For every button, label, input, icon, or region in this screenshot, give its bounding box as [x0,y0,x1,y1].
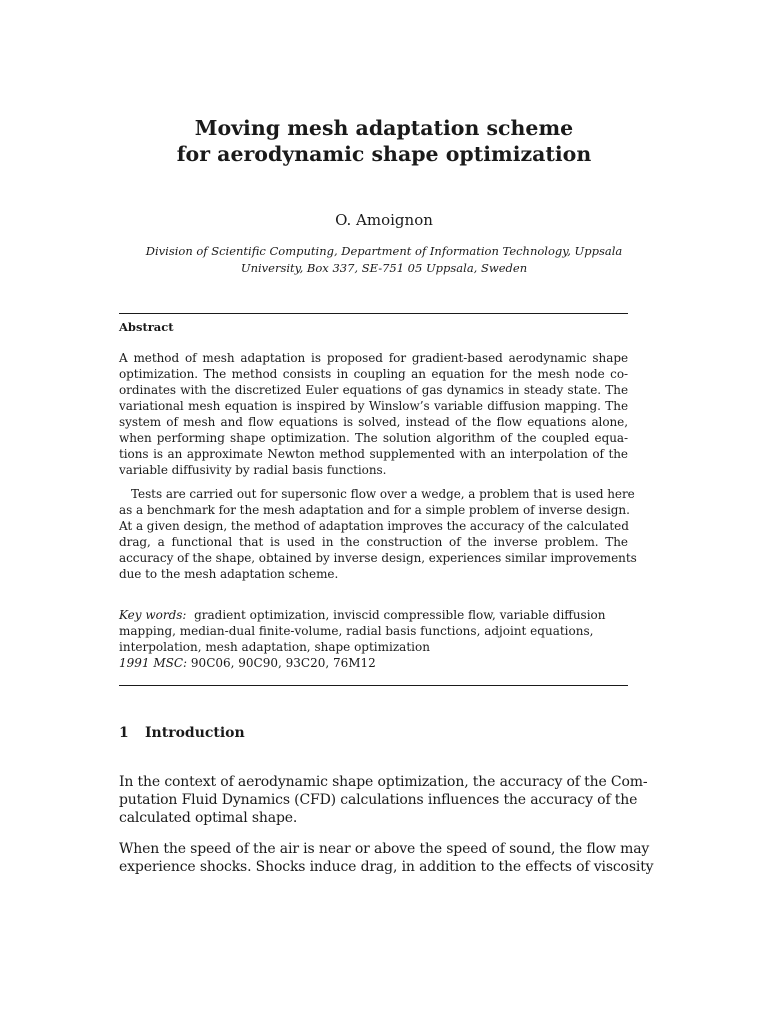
abstract-p1-line: when performing shape optimization. The solution algorithm of the coupled equa- [119,431,628,445]
keywords-line-2: mapping, median-dual finite-volume, radial basis functions, adjoint equations, [119,624,594,638]
paper-title-line-1: Moving mesh adaptation scheme [194,116,574,140]
section-number: 1 [119,725,129,741]
section-title: Introduction [145,725,245,741]
msc-label: 1991 MSC: [119,656,188,670]
keywords-text: gradient optimization, inviscid compressible flow, variable diffusion [194,608,606,622]
intro-p2-line: When the speed of the air is near or above the speed of sound, the flow may [119,841,650,857]
abstract-p2-line: drag, a functional that is used in the construction of the inverse problem. The [119,535,628,549]
author-name: O. Amoignon [335,211,433,229]
affiliation-line-2: University, Box 337, SE-751 05 Uppsala, Sweden [240,261,528,275]
abstract-p2-line: as a benchmark for the mesh adaptation and for a simple problem of inverse design. [119,503,630,517]
affiliation-line-1: Division of Scientific Computing, Department of Information Technology, Uppsala [145,244,623,258]
paper-title-line-2: for aerodynamic shape optimization [176,142,592,166]
abstract-top-rule [119,313,628,314]
abstract-p1-line: variational mesh equation is inspired by Winslow’s variable diffusion mapping. The [119,399,628,413]
abstract-p1-line: tions is an approximate Newton method supplemented with an interpolation of the [119,447,628,461]
abstract-p1-line: A method of mesh adaptation is proposed for gradient-based aerodynamic shape [119,351,628,365]
intro-p1-line: putation Fluid Dynamics (CFD) calculations influences the accuracy of the [119,792,638,808]
abstract-p2-line: Tests are carried out for supersonic flow over a wedge, a problem that is used here [131,487,635,501]
keywords-line-3: interpolation, mesh adaptation, shape optimization [119,640,430,654]
abstract-p2-line: At a given design, the method of adaptation improves the accuracy of the calculated [119,519,629,533]
abstract-p1-line: system of mesh and flow equations is solved, instead of the flow equations alone, [119,415,628,429]
abstract-p1-line: optimization. The method consists in coupling an equation for the mesh node co- [119,367,628,381]
abstract-p1-line: ordinates with the discretized Euler equations of gas dynamics in steady state. The [119,383,628,397]
abstract-p1-line: variable diffusivity by radial basis functions. [119,463,387,477]
abstract-p2-line: due to the mesh adaptation scheme. [119,567,339,581]
abstract-bottom-rule [119,685,628,686]
intro-p1-line: calculated optimal shape. [119,810,298,826]
msc-line [119,655,628,671]
abstract-p2-line: accuracy of the shape, obtained by inverse design, experiences similar improvements [119,551,637,565]
keywords-label: Key words: [119,608,187,622]
intro-p1-line: In the context of aerodynamic shape optimization, the accuracy of the Com- [119,774,648,790]
msc-codes: 90C06, 90C90, 93C20, 76M12 [190,656,376,670]
intro-p2-line: experience shocks. Shocks induce drag, in addition to the effects of viscosity [119,859,654,875]
keywords-line-1 [119,607,628,623]
section-heading [119,723,245,743]
abstract-heading: Abstract [119,320,174,334]
